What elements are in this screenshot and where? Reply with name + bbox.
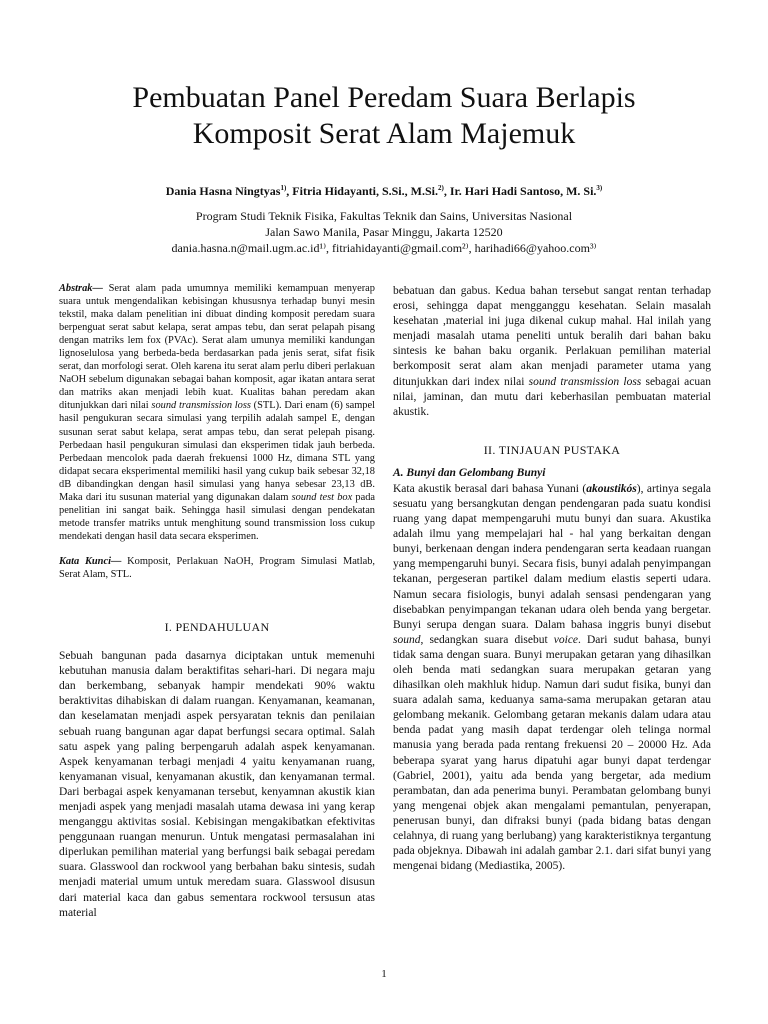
bunyi-paragraph [393, 482, 711, 874]
abstract-label: Abstrak— [59, 283, 103, 294]
affiliation-address: Jalan Sawo Manila, Pasar Minggu, Jakarta 12520 [265, 225, 503, 239]
abstract-text-1: Serat alam pada umumnya memiliki kemampuan menyerap suara untuk mengendalikan kebisingan khususnya terhadap bunyi mesin tekstil, maka dalam penelitian ini dibuat dinding komposit peredam suara berpenguat serat sabut kelapa, serat ampas tebu, dan serat pelapah pisang dengan matriks lem fox (PVAc). Serat alam umunya memiliki kandungan lignoselulosa yang berbeda-beda berdasarkan pada jenis serat, sifat fisik serat, dan morfologi serat. Oleh karena itu serat alam perlu diberi perlakuan NaOH sebelum digunakan sebagai bahan komposit, agar ikatan antara serat dan matriks akan menjadi lebih kuat. Kualitas bahan peredam akan ditunjukkan dari nilai [59, 283, 375, 412]
affiliation-block [40, 208, 728, 256]
left-column [59, 282, 375, 921]
bunyi-text-3: , sedangkan suara disebut [420, 633, 554, 646]
intro-italic: sound transmission loss [528, 375, 642, 388]
bunyi-term-akoustikos: akoustikós [586, 482, 637, 495]
abstract-text-2: (STL). Dari enam (6) sampel hasil pengukuran secara simulasi yang terpilih adalah sampel E, dengan susunan serat sabut kelapa, serat ampas tebu, dan serat pelepah pisang. Perbedaan hasil pengukuran simulasi dan eksperimen tidak jauh berbeda. Perbedaan mencolok pada daerah frekuensi 1000 Hz, dimana STL yang didapat secara eksperimental memiliki hasil yang cukup baik sebesar 32,18 dB dibandingkan dengan hasil simulasi yang hanya sebesar 23,13 dB. Maka dari itu susunan material yang digunakan dalam [59, 400, 376, 503]
pendahuluan-paragraph: Sebuah bangunan pada dasarnya diciptakan untuk memenuhi kebutuhan manusia dalam beraktifitas sehari-hari. Di negara maju dan berkembang, sebanyak hampir mendekati 90% waktu beraktivitas dihabiskan di dalam ruangan. Kenyamanan, keamanan, dan keselamatan menjadi aspek persyaratan teknis dan penilaian sebuah ruang bangunan agar dapat berfungsi secara optimal. Salah satu aspek yang paling berpengaruh adalah aspek kenyamanan. Aspek kenyamanan terbagi menjadi 4 yaitu kenyamanan ruang, kenyamanan visual, kenyamanan akustik, dan kenyamanan termal. Dari berbagai aspek kenyamanan tersebut, kenyamnan akustik kian menjadi aspek yang menjadi masalah utama dewasa ini yang kerap menganggu aktivitas sosial. Kebisingan mengakibatkan efektivitas penggunaan ruangan menurun. Untuk mengatasi permasalahan ini diperlukan pemilihan material yang berfungsi baik sebagai peredam suara. Glasswool dan rockwool yang berbahan baku sintesis, sudah menjadi material umum untuk meredam suara. Glasswool disusun dari material kaca dan gabus sementara rockwool tersusun atas material [59, 650, 375, 919]
page-number: 1 [381, 968, 387, 980]
intro-text-1: bebatuan dan gabus. Kedua bahan tersebut sangat rentan terhadap erosi, sehingga dapat mengganggu kesehatan. Selain masalah kesehatan ,material ini juga dikenal cukup mahal. Hal inilah yang menjadi masalah utama peneliti untuk beralih dari bahan baku sintesis ke bahan baku organik. Perlakuan pemilihan material berkomposit serat alam akan menjadi parameter utama yang ditunjukkan dari index nilai [393, 285, 711, 388]
affiliation-institution: Program Studi Teknik Fisika, Fakultas Teknik dan Sains, Universitas Nasional [195, 209, 573, 223]
abstract-italic-2: sound test box [291, 491, 353, 503]
bunyi-term-voice: voice [553, 633, 579, 646]
abstract-text-3: pada penelitian ini sangat baik. Sehingga hasil simulasi dengan pendekatan metode transfer matriks untuk menghitung sound transmission loss cukup mendekati dengan hasil data secara eksperimen. [59, 491, 376, 542]
abstract-italic-1: sound transmission loss [151, 400, 251, 412]
section-heading-pendahuluan: I. PENDAHULUAN [164, 620, 270, 635]
keywords-label: Kata Kunci— [59, 555, 122, 567]
author-1-mark: 1) [280, 184, 287, 192]
bunyi-term-sound: sound [393, 633, 421, 646]
title-line-2: Komposit Serat Alam Majemuk [192, 117, 576, 150]
title-line-1: Pembuatan Panel Peredam Suara Berlapis [132, 81, 636, 114]
abstract [59, 282, 375, 543]
author-1: Dania Hasna Ningtyas [165, 184, 281, 198]
bunyi-text-1: Kata akustik berasal dari bahasa Yunani ( [393, 482, 587, 495]
author-list: Dania Hasna Ningtyas$^{1)}$, Fitria Hidayanti, S.Si., M.Si.$^{2)}$, Ir. Hari Hadi Santoso, M. Si.$^{3)}$ [165, 184, 603, 198]
author-3-mark: 3) [596, 184, 603, 192]
right-column [393, 284, 711, 874]
intro-text-2: sebagai acuan nilai, jaminan, dan mutu dari keberhasilan pembuatan material akustik. [393, 375, 711, 418]
affiliation-emails: dania.hasna.n@mail.ugm.ac.id¹⁾, fitriahidayanti@gmail.com²⁾, harihadi66@yahoo.com³⁾ [171, 241, 597, 255]
bunyi-text-4: . Dari sudut bahasa, bunyi tidak sama dengan suara. Bunyi merupakan getaran yang dihasilkan oleh benda mati sedangkan suara merupakan getaran yang dihasilkan oleh makhluk hidup. Namun dari sudut fisika, bunyi dan suara adalah sama, keduanya sama-sama merupakan getaran atau gelombang mekanik. Gelombang getaran mekanis dalam udara atau benda padat yang masih dapat terdengar oleh telinga normal manusia yang berada pada rentang frekuensi 20 – 20000 Hz. Ada beberapa syarat yang harus dipatuhi agar bunyi dapat terdengar (Gabriel, 2001), yaitu ada benda yang bergetar, ada medium perambatan, dan ada penerima bunyi. Perambatan gelombang bunyi yang mengenai objek akan mengalami pemantulan, penyerapan, penerusan bunyi, dan difraksi bunyi (pada bidang batas dengan celahnya, di ruang yang berlubang) yang karakteristiknya tergantung pada objeknya. Dibawah ini adalah gambar 2.1. dari sifat bunyi yang mengenai bidang (Mediastika, 2005). [393, 633, 711, 873]
keywords-text: Komposit, Perlakuan NaOH, Program Simulasi Matlab, Serat Alam, STL. [59, 555, 375, 580]
subsection-heading-bunyi: A. Bunyi dan Gelombang Bunyi [393, 466, 546, 479]
author-3: Ir. Hari Hadi Santoso, M. Si. [449, 184, 597, 198]
section-heading-tinjauan: II. TINJAUAN PUSTAKA [483, 442, 621, 457]
author-2: Fitria Hidayanti, S.Si., M.Si. [292, 184, 438, 198]
paper-title [40, 80, 728, 152]
intro-continuation [393, 284, 711, 420]
author-2-mark: 2) [437, 184, 444, 192]
keywords [59, 555, 375, 581]
bunyi-text-2: ), artinya segala sesuatu yang bersangkutan dengan pendengaran pada suatu kondisi ruang yang dapat mempengaruhi mutu bunyi dan suara. Akustika adalah ilmu yang mempelajari hal - hal yang berkaitan dengan bunyi, berkenaan dengan indera pendengaran serta keadaan ruangan yang mempengaruhi bunyi. Secara fisis, bunyi adalah penyimpangan tekanan, pergeseran partikel dalam medium elastis seperti udara. Namun secara fisiologis, bunyi adalah sensasi pendengaran yang disebabkan penyimpangan tekanan udara oleh benda yang bergetar. Bunyi serupa dengan suara. Dalam bahasa inggris bunyi disebut [393, 482, 712, 631]
